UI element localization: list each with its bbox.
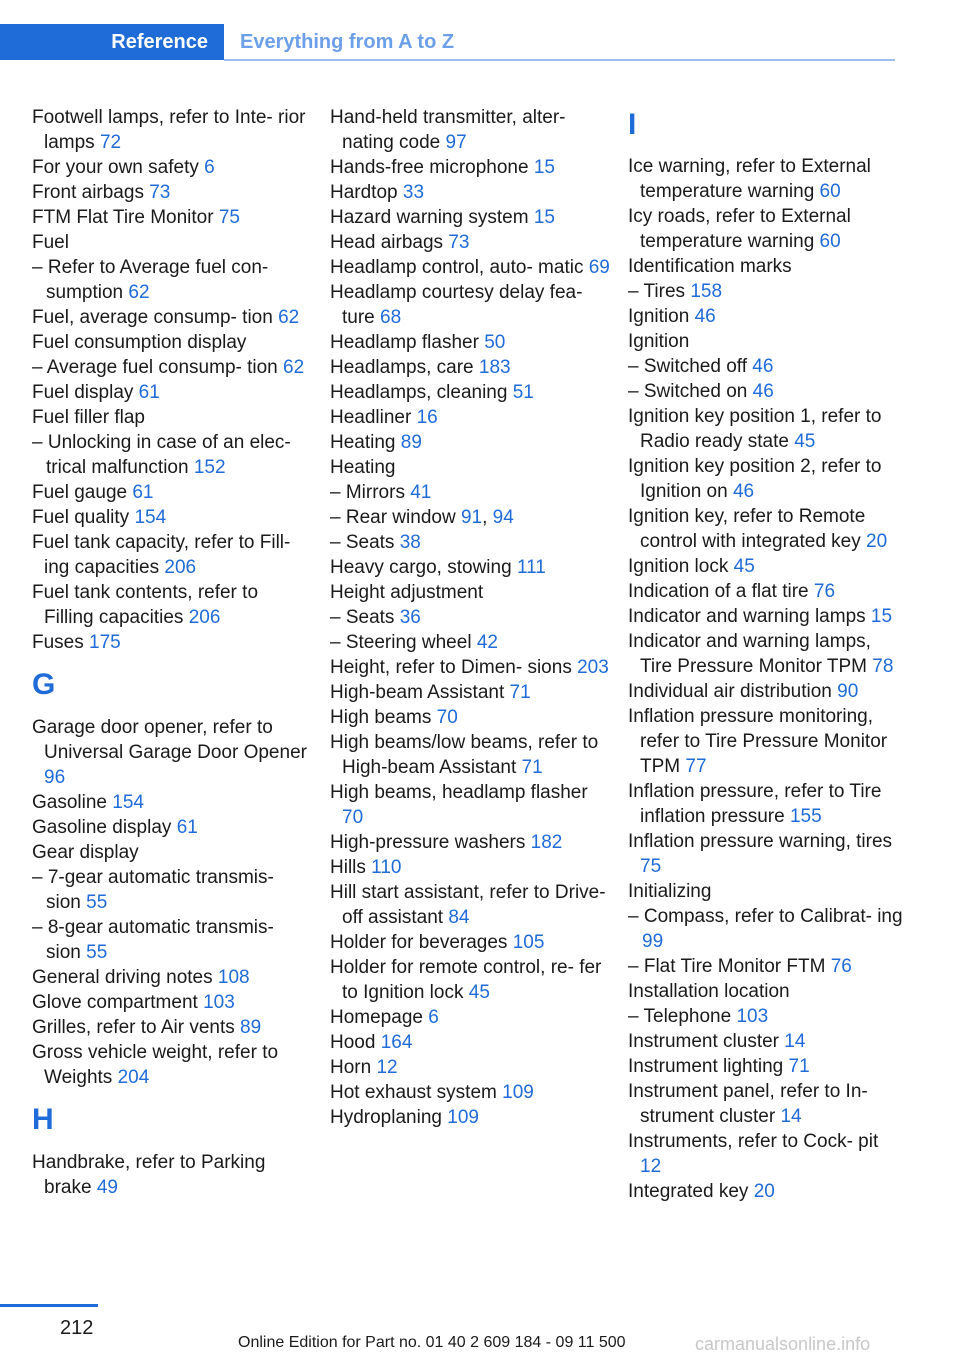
entry-text: – Flat Tire Monitor FTM: [628, 956, 826, 977]
entry-text: – Seats: [330, 607, 395, 628]
page-reference-link[interactable]: 41: [410, 482, 432, 503]
page-reference-link[interactable]: 60: [819, 231, 841, 252]
header-rule: [224, 59, 895, 61]
entry-text: Headlamp flasher: [330, 332, 479, 353]
index-entry: [628, 704, 903, 779]
page-reference-link[interactable]: 97: [445, 132, 467, 153]
index-entry: [32, 990, 312, 1015]
index-entry: [330, 780, 610, 830]
page-reference-link[interactable]: 84: [448, 907, 470, 928]
entry-text: Fuel: [32, 232, 69, 253]
entry-text: Hazard warning system: [330, 207, 529, 228]
entry-text: Fuel display: [32, 382, 134, 403]
page-reference-link[interactable]: 77: [685, 756, 707, 777]
page-reference-link[interactable]: 49: [96, 1177, 118, 1198]
index-entry: [330, 330, 610, 355]
page-reference-link[interactable]: 154: [112, 792, 144, 813]
index-entry: [628, 979, 903, 1004]
edition-text: Online Edition for Part no. 01 40 2 609 184 - 09 11 500: [238, 1334, 626, 1351]
index-letter-heading: G: [32, 668, 56, 701]
index-entry: [32, 630, 312, 655]
index-subentry: [32, 255, 312, 305]
page-reference-link[interactable]: 206: [164, 557, 197, 578]
page-number: 212: [60, 1317, 94, 1339]
entry-text: Fuel tank capacity, refer to Fill- ing capacities: [32, 532, 291, 578]
entry-text: Ignition: [628, 306, 690, 327]
entry-text: Headlamp control, auto- matic: [330, 257, 584, 278]
page-reference-link[interactable]: 20: [866, 531, 888, 552]
index-entry: [628, 629, 903, 679]
index-entry: [330, 730, 610, 780]
entry-text: Gasoline display: [32, 817, 172, 838]
page-reference-link[interactable]: 154: [134, 507, 167, 528]
entry-text: Head airbags: [330, 232, 444, 253]
entry-text: – Average fuel consump- tion: [32, 357, 278, 378]
page-reference-link[interactable]: 105: [512, 932, 545, 953]
page-reference-link[interactable]: 15: [533, 157, 555, 178]
index-entry: [330, 205, 610, 230]
entry-text: – Tires: [628, 281, 686, 302]
index-entry: [628, 554, 903, 579]
entry-text: – 8-gear automatic transmis- sion: [32, 917, 274, 963]
index-entry: [32, 180, 312, 205]
entry-text: Ignition key, refer to Remote control with integrated key: [628, 506, 866, 552]
page-reference-link[interactable]: 62: [283, 357, 305, 378]
entry-text: Front airbags: [32, 182, 144, 203]
entry-text: – Telephone: [628, 1006, 732, 1027]
page-reference-link[interactable]: 46: [732, 481, 755, 502]
entry-text: – 7-gear automatic transmis- sion: [32, 867, 274, 913]
page-reference-link[interactable]: 45: [468, 982, 490, 1003]
entry-text: – Switched off: [628, 356, 748, 377]
page-reference-link[interactable]: 42: [476, 632, 498, 653]
entry-text: Handbrake, refer to Parking brake: [32, 1152, 266, 1198]
index-entry: [628, 254, 903, 279]
index-entry: [628, 679, 903, 704]
entry-text: General driving notes: [32, 967, 213, 988]
index-entry: [330, 830, 610, 855]
index-entry: [628, 1079, 903, 1129]
index-subentry: [628, 354, 903, 379]
page-reference-link[interactable]: 109: [447, 1107, 479, 1128]
page-reference-link[interactable]: 78: [872, 656, 894, 677]
index-entry: [330, 705, 610, 730]
index-entry: [628, 504, 903, 554]
index-entry: [330, 655, 610, 680]
index-entry: [32, 155, 312, 180]
entry-text: Footwell lamps, refer to Inte- rior lamps: [32, 107, 306, 153]
page-reference-link[interactable]: 96: [44, 767, 66, 788]
page-reference-link[interactable]: 46: [752, 356, 774, 377]
page-reference-link[interactable]: 108: [217, 967, 250, 988]
index-entry: [628, 454, 903, 504]
entry-text: For your own safety: [32, 157, 199, 178]
index-column-3: [628, 105, 903, 1204]
entry-text: Identification marks: [628, 256, 792, 277]
page-reference-link[interactable]: 89: [400, 432, 422, 453]
index-entry: [628, 879, 903, 904]
index-entry: [32, 1150, 312, 1200]
index-entry: [32, 330, 312, 355]
index-subentry: [32, 355, 312, 380]
page-reference-link[interactable]: 76: [830, 956, 852, 977]
entry-text: Grilles, refer to Air vents: [32, 1017, 235, 1038]
index-subentry: [32, 915, 312, 965]
index-entry: [330, 580, 610, 605]
page-reference-link[interactable]: 6: [204, 157, 215, 178]
entry-text: Gross vehicle weight, refer to Weights: [32, 1042, 279, 1088]
index-letter-heading: H: [32, 1103, 54, 1136]
entry-text: Garage door opener, refer to Universal Garage Door Opener: [32, 717, 307, 763]
entry-text: Installation location: [628, 981, 790, 1002]
index-entry: [330, 555, 610, 580]
entry-text: – Switched on: [628, 381, 748, 402]
page-reference-link[interactable]: 103: [736, 1006, 769, 1027]
index-entry: [628, 604, 903, 629]
page-reference-link[interactable]: 152: [193, 457, 226, 478]
page-reference-link[interactable]: 110: [371, 857, 402, 878]
page-reference-link[interactable]: 155: [789, 806, 822, 827]
entry-text: High beams/low beams, refer to High-beam Assistant: [330, 732, 599, 778]
page-reference-link[interactable]: 111: [516, 557, 546, 578]
entry-text: Ignition key position 2, refer to Ignition on: [628, 456, 882, 502]
page-reference-link[interactable]: 71: [788, 1056, 810, 1077]
entry-text: Indicator and warning lamps, Tire Pressure Monitor TPM: [628, 631, 871, 677]
index-entry: [330, 355, 610, 380]
index-entry: [32, 815, 312, 840]
index-entry: [32, 105, 312, 155]
index-subentry: [628, 379, 903, 404]
index-subentry: [628, 954, 903, 979]
index-entry: [628, 1129, 903, 1179]
page-reference-link[interactable]: 62: [128, 282, 150, 303]
index-entry: [628, 829, 903, 879]
index-entry: [32, 480, 312, 505]
index-entry: [330, 1080, 610, 1105]
page-reference-link[interactable]: 71: [509, 682, 531, 703]
index-letter-heading: I: [628, 108, 637, 141]
page-reference-link[interactable]: 55: [86, 942, 108, 963]
entry-text: Fuel filler flap: [32, 407, 145, 428]
index-entry: [32, 405, 312, 430]
page-reference-link[interactable]: 46: [694, 306, 716, 327]
entry-text: Individual air distribution: [628, 681, 832, 702]
page-reference-link[interactable]: 6: [428, 1007, 439, 1028]
page-reference-link[interactable]: 38: [399, 532, 421, 553]
entry-text: Fuel, average consump- tion: [32, 307, 273, 328]
entry-text: – Seats: [330, 532, 395, 553]
index-entry: [330, 180, 610, 205]
page-reference-link[interactable]: 45: [794, 431, 816, 452]
index-entry: [32, 715, 312, 790]
entry-text: – Refer to Average fuel con- sumption: [32, 257, 269, 303]
entry-text: High beams, headlamp flasher: [330, 782, 588, 803]
page-reference-link[interactable]: 89: [240, 1017, 262, 1038]
index-entry: [32, 1015, 312, 1040]
entry-text: Hill start assistant, refer to Drive-off assistant: [330, 882, 606, 928]
page-reference-link[interactable]: 70: [436, 707, 458, 728]
index-entry: [330, 855, 610, 880]
entry-text: Integrated key: [628, 1181, 749, 1202]
page-reference-link[interactable]: 206: [188, 607, 221, 628]
index-column-1: [32, 105, 312, 1200]
page-reference-link[interactable]: 61: [132, 482, 154, 503]
entry-text: Fuel tank contents, refer to Filling capacities: [32, 582, 259, 628]
page-reference-link[interactable]: 50: [484, 332, 506, 353]
page-reference-link[interactable]: 60: [819, 181, 841, 202]
index-entry: [32, 580, 312, 630]
page-reference-link[interactable]: 103: [203, 992, 235, 1013]
page-reference-link[interactable]: 75: [218, 207, 240, 228]
footer-rule: [0, 1304, 98, 1307]
entry-text: Homepage: [330, 1007, 423, 1028]
page-reference-link[interactable]: 55: [86, 892, 108, 913]
index-entry: [330, 455, 610, 480]
page-reference-link[interactable]: 14: [784, 1031, 806, 1052]
page-reference-link[interactable]: 203: [577, 657, 609, 678]
page-reference-link[interactable]: 73: [448, 232, 470, 253]
index-subentry: [628, 279, 903, 304]
page-reference-link[interactable]: 75: [640, 856, 662, 877]
page-reference-link[interactable]: 12: [640, 1156, 662, 1177]
entry-text: Instruments, refer to Cock- pit: [628, 1131, 879, 1152]
index-entry: [32, 230, 312, 255]
page-reference-link[interactable]: 46: [752, 381, 774, 402]
entry-text: Ignition: [628, 331, 690, 352]
entry-text: Hand-held transmitter, alter- nating code: [330, 107, 566, 153]
page-reference-link[interactable]: 71: [521, 757, 543, 778]
index-entry: [628, 404, 903, 454]
page-reference-link[interactable]: 158: [690, 281, 723, 302]
page-reference-link[interactable]: 51: [512, 382, 534, 403]
entry-text: – Mirrors: [330, 482, 405, 503]
entry-text: High-pressure washers: [330, 832, 526, 853]
page-reference-link[interactable]: 62: [278, 307, 300, 328]
reference-separator: ,: [482, 507, 488, 528]
index-entry: [330, 680, 610, 705]
index-entry: [330, 880, 610, 930]
index-subentry: [330, 630, 610, 655]
entry-text: Height, refer to Dimen- sions: [330, 657, 572, 678]
entry-text: Instrument lighting: [628, 1056, 784, 1077]
entry-text: Fuel quality: [32, 507, 130, 528]
page-reference-link[interactable]: 70: [342, 807, 364, 828]
index-entry: [330, 405, 610, 430]
index-entry: [330, 1005, 610, 1030]
page-reference-link[interactable]: 15: [533, 207, 555, 228]
section-tab: [0, 24, 224, 60]
entry-text: High beams: [330, 707, 432, 728]
page-reference-link[interactable]: 20: [753, 1181, 775, 1202]
index-entry: [628, 304, 903, 329]
index-column-2: [330, 105, 610, 1130]
index-entry: [32, 530, 312, 580]
entry-text: Holder for beverages: [330, 932, 508, 953]
index-subentry: [330, 480, 610, 505]
page-reference-link[interactable]: 15: [870, 606, 893, 627]
section-title: Reference: [111, 30, 208, 53]
entry-text: Heating: [330, 457, 396, 478]
page-reference-link[interactable]: 69: [588, 257, 610, 278]
entry-text: High-beam Assistant: [330, 682, 505, 703]
entry-text: Hood: [330, 1032, 376, 1053]
page-reference-link[interactable]: 45: [733, 556, 755, 577]
page-header: [0, 24, 895, 62]
entry-text: Hardtop: [330, 182, 398, 203]
entry-text: – Unlocking in case of an elec- trical malfunction: [32, 432, 291, 478]
page-reference-link[interactable]: 68: [380, 307, 402, 328]
page-reference-link[interactable]: 14: [780, 1106, 802, 1127]
index-subentry: [32, 430, 312, 480]
entry-text: Headlamps, care: [330, 357, 474, 378]
entry-text: Icy roads, refer to External temperature warning: [628, 206, 851, 252]
entry-text: Inflation pressure warning, tires: [628, 831, 893, 852]
page-reference-link[interactable]: 94: [492, 507, 514, 528]
index-entry: [32, 505, 312, 530]
entry-text: Holder for remote control, re- fer to Ignition lock: [330, 957, 602, 1003]
page-reference-link[interactable]: 109: [502, 1082, 534, 1103]
index-entry: [330, 930, 610, 955]
index-entry: [32, 205, 312, 230]
entry-text: Gasoline: [32, 792, 107, 813]
entry-text: – Compass, refer to Calibrat- ing: [628, 906, 903, 927]
entry-text: FTM Flat Tire Monitor: [32, 207, 214, 228]
entry-text: Gear display: [32, 842, 139, 863]
page-reference-link[interactable]: 12: [376, 1057, 398, 1078]
entry-text: Hands-free microphone: [330, 157, 529, 178]
index-entry: [628, 329, 903, 354]
page-reference-link[interactable]: 76: [813, 581, 836, 602]
page-reference-link[interactable]: 175: [89, 632, 121, 653]
index-entry: [330, 255, 610, 280]
index-entry: [32, 380, 312, 405]
index-subentry: [628, 1004, 903, 1029]
page-reference-link[interactable]: 33: [402, 182, 425, 203]
page-reference-link[interactable]: 90: [837, 681, 859, 702]
index-entry: [330, 380, 610, 405]
index-entry: [330, 955, 610, 1005]
entry-text: Indication of a flat tire: [628, 581, 809, 602]
index-entry: [330, 1105, 610, 1130]
entry-text: Instrument panel, refer to In- strument cluster: [628, 1081, 868, 1127]
index-entry: [628, 154, 903, 204]
entry-text: Inflation pressure monitoring, refer to Tire Pressure Monitor TPM: [628, 706, 888, 777]
index-entry: [32, 790, 312, 815]
index-entry: [32, 965, 312, 990]
entry-text: Horn: [330, 1057, 372, 1078]
entry-text: Inflation pressure, refer to Tire inflation pressure: [628, 781, 882, 827]
entry-text: Indicator and warning lamps: [628, 606, 866, 627]
entry-text: Hills: [330, 857, 366, 878]
page-reference-link[interactable]: 99: [642, 931, 664, 952]
page-reference-link[interactable]: 72: [99, 132, 122, 153]
entry-text: Hydroplaning: [330, 1107, 442, 1128]
index-entry: [330, 1030, 610, 1055]
entry-text: Initializing: [628, 881, 712, 902]
entry-text: Hot exhaust system: [330, 1082, 497, 1103]
index-entry: [32, 1040, 312, 1090]
page-reference-link[interactable]: 183: [478, 357, 511, 378]
page-reference-link[interactable]: 204: [117, 1067, 150, 1088]
index-entry: [628, 1054, 903, 1079]
entry-text: Heavy cargo, stowing: [330, 557, 512, 578]
entry-text: Fuel consumption display: [32, 332, 247, 353]
index-entry: [330, 1055, 610, 1080]
index-entry: [628, 1179, 903, 1204]
page-reference-link[interactable]: 61: [138, 382, 160, 403]
page-reference-link[interactable]: 182: [530, 832, 563, 853]
entry-text: Fuses: [32, 632, 84, 653]
entry-text: – Steering wheel: [330, 632, 472, 653]
section-subtitle: Everything from A to Z: [240, 30, 455, 53]
index-entry: [32, 305, 312, 330]
entry-text: Ice warning, refer to External temperature warning: [628, 156, 871, 202]
index-entry: [330, 280, 610, 330]
index-subentry: [330, 605, 610, 630]
page-reference-link[interactable]: 36: [399, 607, 421, 628]
entry-text: Height adjustment: [330, 582, 484, 603]
entry-text: Ignition key position 1, refer to Radio ready state: [628, 406, 882, 452]
index-entry: [32, 840, 312, 865]
page-reference-link[interactable]: 91: [460, 507, 483, 528]
entry-text: Fuel gauge: [32, 482, 128, 503]
index-subentry: [32, 865, 312, 915]
index-entry: [330, 105, 610, 155]
entry-text: Instrument cluster: [628, 1031, 779, 1052]
index-entry: [330, 230, 610, 255]
entry-text: Glove compartment: [32, 992, 198, 1013]
index-subentry: [330, 505, 610, 530]
page-reference-link[interactable]: 164: [380, 1032, 413, 1053]
index-entry: [628, 1029, 903, 1054]
index-subentry: [330, 530, 610, 555]
index-entry: [330, 155, 610, 180]
entry-text: Ignition lock: [628, 556, 729, 577]
index-entry: [628, 779, 903, 829]
entry-text: Heating: [330, 432, 396, 453]
page-reference-link[interactable]: 16: [416, 407, 438, 428]
entry-text: Headlamp courtesy delay fea- ture: [330, 282, 583, 328]
index-entry: [330, 430, 610, 455]
index-entry: [628, 204, 903, 254]
page-reference-link[interactable]: 73: [149, 182, 171, 203]
page-reference-link[interactable]: 61: [176, 817, 198, 838]
entry-text: Headliner: [330, 407, 412, 428]
entry-text: – Rear window: [330, 507, 456, 528]
index-subentry: [628, 904, 903, 954]
entry-text: Headlamps, cleaning: [330, 382, 508, 403]
index-entry: [628, 579, 903, 604]
watermark: carmanualsonline.info: [695, 1334, 871, 1354]
